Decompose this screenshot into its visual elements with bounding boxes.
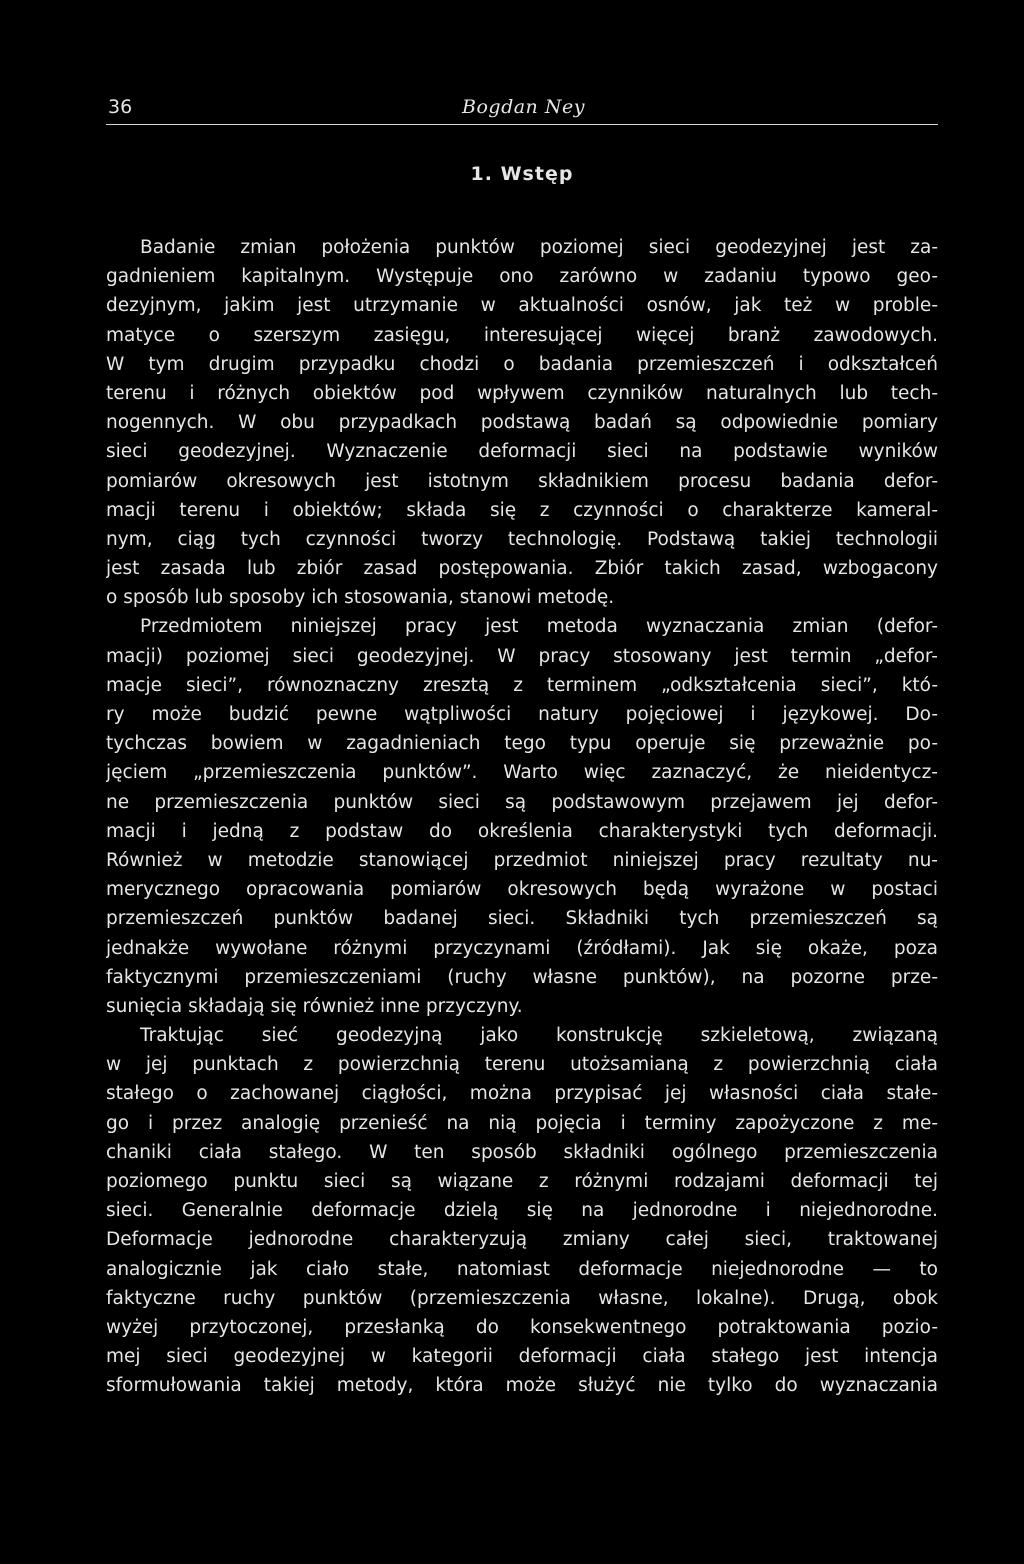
text-line: sieci. Generalnie deformacje dzielą się na jednorodne i niejednorodne. <box>106 1200 938 1222</box>
text-line: W tym drugim przypadku chodzi o badania przemieszczeń i odkształceń <box>106 353 938 375</box>
text-line: wyżej przytoczonej, przesłanką do konsekwentnego potraktowania pozio- <box>106 1316 938 1338</box>
text-line: Również w metodzie stanowiącej przedmiot niniejszej pracy rezultaty nu- <box>106 849 938 871</box>
text-line: terenu i różnych obiektów pod wpływem czynników naturalnych lub tech- <box>106 382 938 404</box>
body-text <box>106 233 938 1401</box>
text-line: nym, ciąg tych czynności tworzy technologię. Podstawą takiej technologii <box>106 528 938 550</box>
text-line: matyce o szerszym zasięgu, interesującej więcej branż zawodowych. <box>106 324 938 346</box>
text-line: o sposób lub sposoby ich stosowania, stanowi metodę. <box>106 587 615 609</box>
text-line: macji i jedną z podstaw do określenia charakterystyki tych deformacji. <box>106 820 938 842</box>
text-line: mej sieci geodezyjnej w kategorii deformacji ciała stałego jest intencja <box>106 1346 938 1368</box>
text-line: merycznego opracowania pomiarów okresowych będą wyrażone w postaci <box>106 879 938 901</box>
text-line: sieci geodezyjnej. Wyznaczenie deformacji sieci na podstawie wyników <box>106 441 938 463</box>
text-line: poziomego punktu sieci są wiązane z różnymi rodzajami deformacji tej <box>106 1171 938 1192</box>
text-line: faktycznymi przemieszczeniami (ruchy własne punktów), na pozorne prze- <box>106 966 938 988</box>
text-line: Traktując sieć geodezyjną jako konstrukcję szkieletową, związaną <box>140 1025 938 1047</box>
running-head-author: Bogdan Ney <box>462 96 585 118</box>
text-line: macji terenu i obiektów; składa się z czynności o charakterze kameral- <box>106 499 938 521</box>
text-line: jęciem „przemieszczenia punktów”. Warto więc zaznaczyć, że nieidentycz- <box>106 762 938 784</box>
text-line: macji) poziomej sieci geodezyjnej. W pracy stosowany jest termin „defor- <box>106 645 938 667</box>
text-line: dezyjnym, jakim jest utrzymanie w aktualności osnów, jak też w proble- <box>106 295 938 317</box>
text-line: nogennych. W obu przypadkach podstawą badań są odpowiednie pomiary <box>106 412 938 434</box>
text-line: faktyczne ruchy punktów (przemieszczenia własne, lokalne). Drugą, obok <box>106 1287 938 1309</box>
text-line: Przedmiotem niniejszej pracy jest metoda wyznaczania zmian (defor- <box>140 616 938 638</box>
text-line: pomiarów okresowych jest istotnym składnikiem procesu badania defor- <box>106 470 938 492</box>
text-line: tychczas bowiem w zagadnieniach tego typu operuje się przeważnie po- <box>106 733 938 755</box>
text-line: go i przez analogię przenieść na nią pojęcia i terminy zapożyczone z me- <box>106 1112 938 1134</box>
text-line: stałego o zachowanej ciągłości, można przypisać jej własności ciała stałe- <box>106 1083 938 1105</box>
text-line: w jej punktach z powierzchnią terenu utożsamianą z powierzchnią ciała <box>106 1054 938 1076</box>
section-heading: 1. Wstęp <box>470 163 574 185</box>
text-line: Deformacje jednorodne charakteryzują zmiany całej sieci, traktowanej <box>106 1229 938 1251</box>
text-line: jest zasada lub zbiór zasad postępowania. Zbiór takich zasad, wzbogacony <box>106 558 938 580</box>
text-line: ne przemieszczenia punktów sieci są podstawowym przejawem jej defor- <box>106 791 938 813</box>
document-page <box>106 96 938 1401</box>
page-number: 36 <box>108 96 133 118</box>
running-header <box>106 96 938 125</box>
text-line: macje sieci”, równoznaczny zresztą z terminem „odkształcenia sieci”, któ- <box>106 674 938 696</box>
text-line: Badanie zmian położenia punktów poziomej sieci geodezyjnej jest za- <box>140 237 938 258</box>
text-line: sformułowania takiej metody, która może służyć nie tylko do wyznaczania <box>106 1375 938 1397</box>
text-line: analogicznie jak ciało stałe, natomiast deformacje niejednorodne — to <box>106 1258 938 1280</box>
text-line: ry może budzić pewne wątpliwości natury pojęciowej i językowej. Do- <box>106 704 938 725</box>
text-line: chaniki ciała stałego. W ten sposób składniki ogólnego przemieszczenia <box>106 1141 938 1163</box>
text-line: sunięcia składają się również inne przyczyny. <box>106 995 523 1017</box>
text-line: gadnieniem kapitalnym. Występuje ono zarówno w zadaniu typowo geo- <box>106 266 938 288</box>
text-line: jednakże wywołane różnymi przyczynami (źródłami). Jak się okaże, poza <box>106 937 938 959</box>
text-line: przemieszczeń punktów badanej sieci. Składniki tych przemieszczeń są <box>106 908 938 930</box>
